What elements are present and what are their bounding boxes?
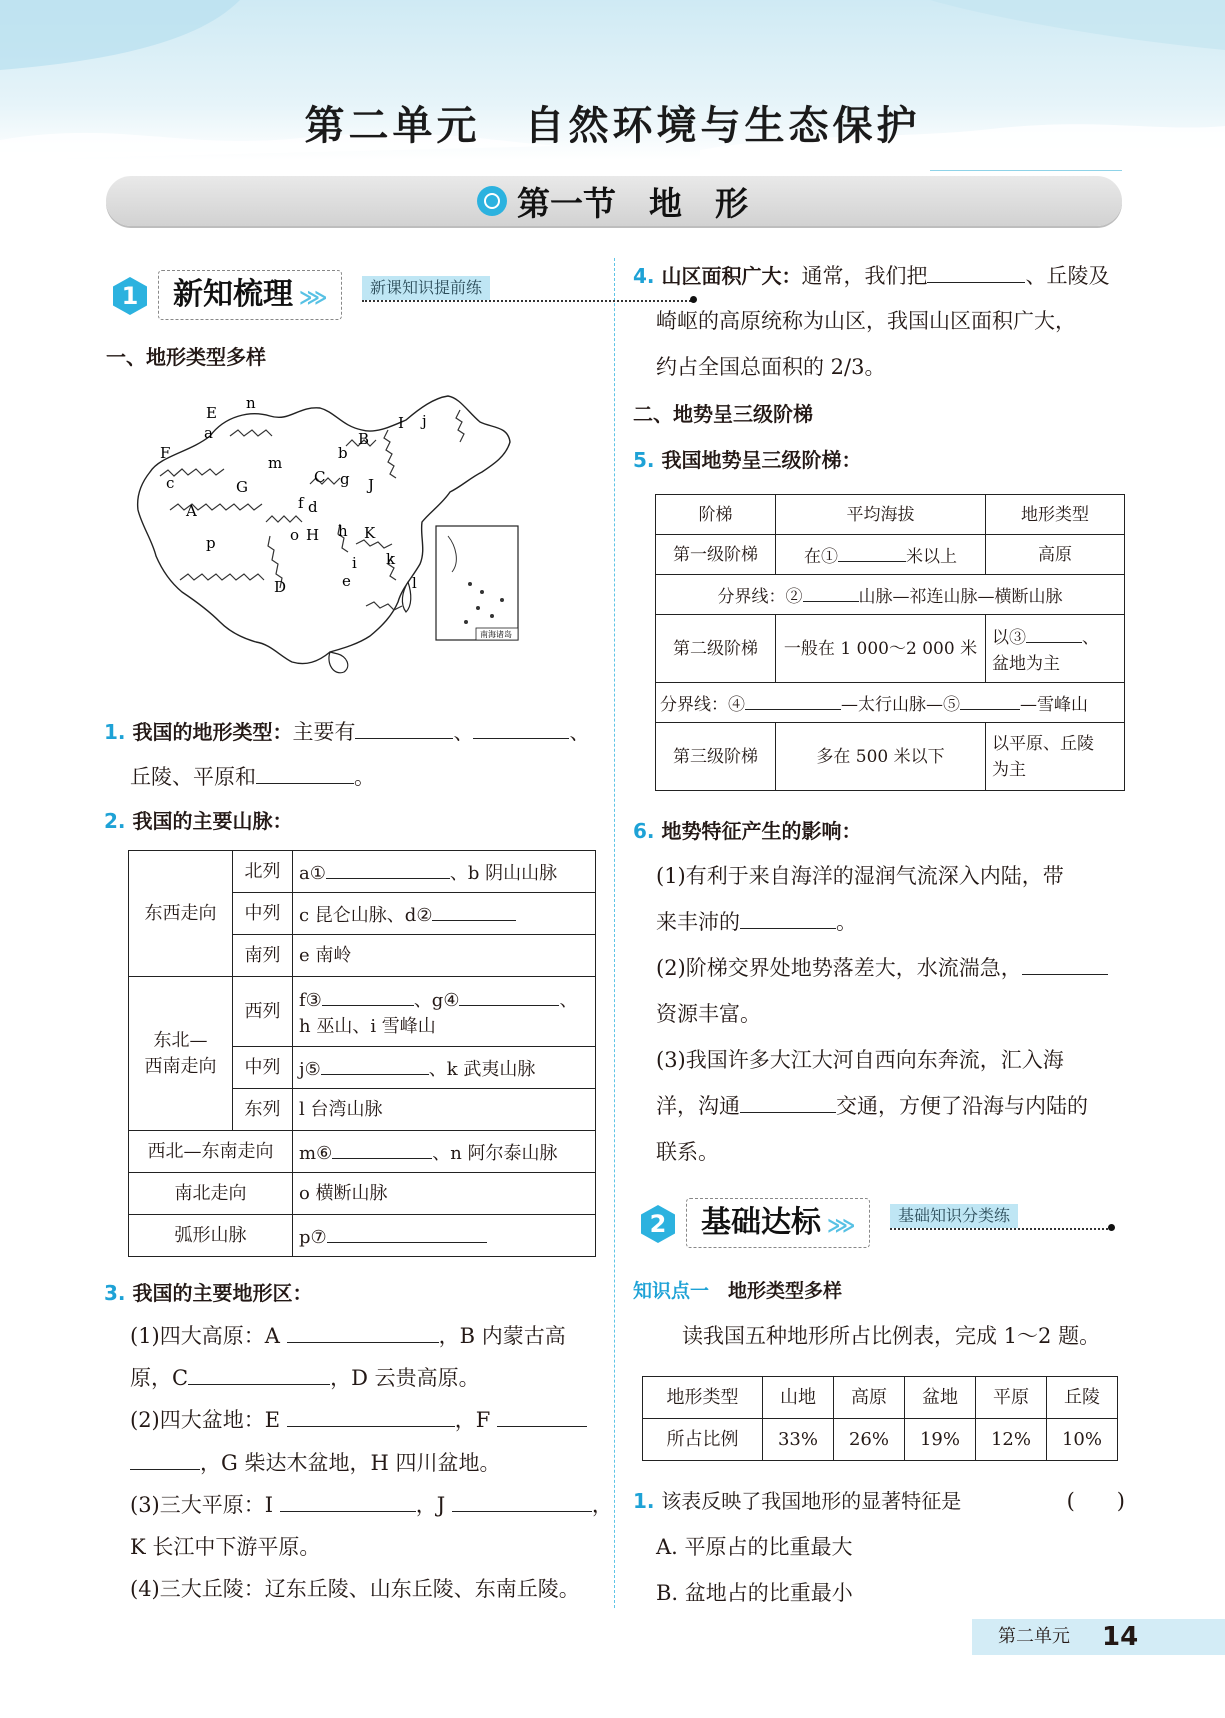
- knowledge-point: [633, 1276, 842, 1306]
- q6-blank-2[interactable]: [1022, 953, 1108, 975]
- section-deco-line: [930, 170, 1122, 171]
- q5-title: 我国地势呈三级阶梯：: [661, 448, 862, 472]
- ex1-option-a[interactable]: A. 平原占的比重最大: [656, 1535, 853, 1559]
- module-title-box: [158, 270, 342, 320]
- mt-row1: [293, 851, 596, 893]
- map-label-o: o: [290, 526, 300, 544]
- q1-line1: [104, 717, 589, 747]
- q4-line3: 约占全国总面积的 2/3。: [656, 355, 886, 379]
- mt-ne-sw: [129, 977, 233, 1131]
- ex1-stem-text: 该表反映了我国地形的显著特征是: [661, 1489, 962, 1513]
- mt-nw-se: 西北—东南走向: [129, 1131, 293, 1173]
- q3-blank-J[interactable]: [452, 1490, 592, 1512]
- map-label-n: n: [246, 394, 256, 412]
- q3-line4: [130, 1448, 500, 1478]
- heading-terrain-types: 一、地形类型多样: [106, 345, 266, 369]
- q1-line2: [130, 762, 375, 792]
- map-label-B: B: [358, 430, 370, 448]
- rt-r1: 33%: [763, 1419, 834, 1461]
- arrows-icon: ⋙: [827, 1213, 856, 1237]
- st-s3-alt: 多在 500 米以下: [776, 723, 986, 791]
- blank-3[interactable]: [322, 984, 414, 1006]
- q3-l5a: (3)三大平原：I: [130, 1493, 274, 1517]
- kp-title: 地形类型多样: [728, 1280, 843, 1302]
- st-s2t2: 、: [1082, 627, 1099, 648]
- q3-line7: (4)三大丘陵：辽东丘陵、山东丘陵、东南丘陵。: [130, 1577, 580, 1601]
- mt-r2a: c 昆仑山脉、d②: [299, 904, 433, 926]
- mt-row7: [293, 1131, 596, 1173]
- heading-three-steps: 二、地势呈三级阶梯: [633, 402, 813, 426]
- mt-r9: p⑦: [299, 1226, 327, 1248]
- inset-label: 南海诸岛: [480, 630, 512, 639]
- q3-l3b: ，F: [454, 1408, 491, 1432]
- map-label-e: e: [342, 572, 351, 590]
- st-s1a: 在①: [804, 546, 838, 567]
- steps-table: [655, 494, 1125, 791]
- st-s3: 第三级阶梯: [656, 723, 776, 791]
- map-label-H: H: [306, 526, 320, 544]
- q6-l2b: 。: [836, 910, 857, 934]
- rt-r2: 26%: [834, 1419, 905, 1461]
- q5-number: 5.: [633, 448, 655, 472]
- map-label-C: C: [314, 468, 326, 486]
- mt-r5b: 、k 武夷山脉: [428, 1058, 536, 1080]
- q3-l5b: ，J: [415, 1493, 446, 1517]
- q6-line7: 联系。: [656, 1140, 719, 1164]
- blank-5[interactable]: [321, 1053, 429, 1075]
- mt-r7b: 、n 阿尔泰山脉: [432, 1142, 558, 1164]
- st-s2t3: 盆地为主: [992, 653, 1060, 674]
- q1-blank-3[interactable]: [256, 762, 354, 784]
- module-number: 2: [649, 1210, 667, 1238]
- rt-h4: 平原: [976, 1377, 1047, 1419]
- module-title-box: [686, 1198, 870, 1248]
- q3-l1a: (1)四大高原：A: [130, 1324, 280, 1348]
- q6-blank-3[interactable]: [740, 1091, 836, 1113]
- q3-line2: [130, 1363, 480, 1393]
- q1-text-a: 主要有: [292, 720, 356, 744]
- mt-north: 北列: [233, 851, 293, 893]
- q1-sep1: 、: [453, 720, 474, 744]
- module-tag: 新课知识提前练: [362, 276, 490, 300]
- q6-line4: 资源丰富。: [656, 1002, 761, 1026]
- st-boundary-2: [656, 683, 1125, 723]
- q1-number: 1.: [104, 720, 126, 744]
- mt-south: 南列: [233, 935, 293, 977]
- map-label-E: E: [206, 404, 217, 422]
- map-label-I: I: [398, 414, 404, 432]
- q6-number: 6.: [633, 819, 655, 843]
- q2-heading: [104, 806, 292, 836]
- rt-r4: 12%: [976, 1419, 1047, 1461]
- clock-icon: [477, 186, 507, 216]
- q1-blank-2[interactable]: [473, 717, 569, 739]
- ex1-number: 1.: [633, 1489, 655, 1513]
- exercise-intro: 读我国五种地形所占比例表，完成 1～2 题。: [682, 1324, 1101, 1348]
- st-s3-type: [986, 723, 1125, 791]
- dot-end: [690, 296, 697, 303]
- st-blank-1[interactable]: [838, 540, 906, 562]
- st-s1-type: 高原: [986, 535, 1125, 575]
- q3-blank-F1[interactable]: [497, 1405, 587, 1427]
- ratio-table: [642, 1376, 1118, 1461]
- q3-blank-A[interactable]: [287, 1321, 439, 1343]
- q6-line3: [656, 953, 1108, 983]
- dotted-line: [362, 300, 694, 302]
- map-label-K: K: [364, 524, 376, 542]
- mt-row2: [293, 893, 596, 935]
- map-label-l: l: [412, 574, 417, 592]
- mt-r7a: m⑥: [299, 1142, 333, 1164]
- rt-r3: 19%: [905, 1419, 976, 1461]
- mt-r4a: f③: [299, 989, 322, 1011]
- q6-heading: [633, 816, 861, 846]
- q6-line2: [656, 907, 857, 937]
- q3-l1b: ，B 内蒙古高: [438, 1324, 566, 1348]
- mt-r4b: 、g④: [413, 989, 460, 1011]
- map-label-d: d: [308, 498, 318, 516]
- map-label-a: a: [204, 424, 213, 442]
- q3-l4: ，G 柴达木盆地，H 四川盆地。: [200, 1451, 501, 1475]
- q3-line1: [130, 1321, 566, 1351]
- map-label-G: G: [236, 478, 248, 496]
- mt-row6: l 台湾山脉: [293, 1089, 596, 1131]
- map-label-f: f: [298, 494, 304, 512]
- mt-r4c: 、: [559, 989, 578, 1011]
- column-divider: [614, 258, 615, 1608]
- st-blank-2[interactable]: [803, 580, 859, 602]
- st-s1-alt: [776, 535, 986, 575]
- map-label-b: b: [338, 444, 348, 462]
- mt-ns: 南北走向: [129, 1173, 293, 1215]
- q1-sep2: 、: [569, 720, 590, 744]
- q3-title: 我国的主要地形区：: [132, 1281, 313, 1305]
- map-label-F: F: [160, 444, 171, 462]
- st-boundary-1: [656, 575, 1125, 615]
- q1-text-b: 丘陵、平原和: [130, 765, 256, 789]
- st-h1: 阶梯: [656, 495, 776, 535]
- st-s1b: 米以上: [906, 546, 957, 567]
- st-s2-type: [986, 615, 1125, 683]
- q1-end: 。: [354, 765, 375, 789]
- module-heading-2: [638, 1198, 1118, 1250]
- map-label-g: g: [340, 470, 350, 488]
- mt-east: 东列: [233, 1089, 293, 1131]
- q6-blank-1[interactable]: [740, 907, 836, 929]
- q3-line5: [130, 1490, 613, 1520]
- q5-heading: [633, 445, 861, 475]
- q3-heading: [104, 1278, 312, 1308]
- unit-title: 第二单元 自然环境与生态保护: [304, 103, 921, 149]
- mt-r5a: j⑤: [299, 1058, 321, 1080]
- mt-west: 西列: [233, 977, 293, 1047]
- mt-r1a: a①: [299, 862, 326, 884]
- q4-number: 4.: [633, 264, 655, 288]
- mountain-table: [128, 850, 596, 1257]
- st-s3t1: 以平原、丘陵: [992, 733, 1094, 754]
- mt-row8: o 横断山脉: [293, 1173, 596, 1215]
- mt-east-west: 东西走向: [129, 851, 233, 977]
- q4-blank[interactable]: [927, 261, 1025, 283]
- q6-title: 地势特征产生的影响：: [661, 819, 862, 843]
- map-label-D: D: [274, 578, 287, 596]
- rt-h5: 丘陵: [1047, 1377, 1118, 1419]
- section-title-wrap: [0, 176, 1225, 226]
- q4-l1b: 、丘陵及: [1025, 264, 1110, 288]
- q6-l2a: 来丰沛的: [656, 910, 740, 934]
- q3-l2a: 原，C: [130, 1366, 189, 1390]
- map-label-A: A: [186, 502, 197, 520]
- q6-l3a: (2)阶梯交界处地势落差大，水流湍急，: [656, 956, 1022, 980]
- st-blank-3[interactable]: [1026, 621, 1082, 643]
- ex1-option-b[interactable]: B. 盆地占的比重最小: [656, 1581, 853, 1605]
- q3-blank-C[interactable]: [188, 1363, 330, 1385]
- module-number: 1: [121, 282, 139, 310]
- mt-ne-sw-2: 西南走向: [144, 1055, 217, 1077]
- st-blank-5[interactable]: [960, 688, 1020, 710]
- q3-l2b: ，D 云贵高原。: [330, 1366, 480, 1390]
- q3-line6: K 长江中下游平原。: [130, 1535, 321, 1559]
- q6-l6b: 交通，方便了沿海与内陆的: [836, 1094, 1088, 1118]
- map-label-J: J: [368, 476, 375, 494]
- q6-l6a: 洋，沟通: [656, 1094, 740, 1118]
- page-footer: [972, 1619, 1225, 1655]
- module-title: 基础达标: [701, 1205, 821, 1240]
- st-b2a: 分界线：④: [660, 694, 745, 715]
- arrows-icon: ⋙: [299, 285, 328, 309]
- map-label-h: h: [338, 522, 348, 540]
- hexagon-number-badge: [638, 1204, 678, 1244]
- map-label-c: c: [166, 474, 175, 492]
- rt-r5: 10%: [1047, 1419, 1118, 1461]
- kp-label: 知识点一: [633, 1280, 710, 1302]
- rt-h0: 地形类型: [643, 1377, 763, 1419]
- st-s2t1: 以③: [992, 627, 1026, 648]
- q6-line5: (3)我国许多大江大河自西向东奔流，汇入海: [656, 1048, 1064, 1072]
- mt-r4d: h 巫山、i 雪峰山: [299, 1015, 436, 1037]
- map-label-m: m: [268, 454, 283, 472]
- q3-number: 3.: [104, 1281, 126, 1305]
- dot-end: [1108, 1224, 1115, 1231]
- mt-row3: e 南岭: [293, 935, 596, 977]
- q4-line2: 崎岖的高原统称为山区，我国山区面积广大，: [656, 309, 1076, 333]
- map-label-j: j: [422, 412, 427, 430]
- st-s2-alt: 一般在 1 000～2 000 米: [776, 615, 986, 683]
- q6-line1: (1)有利于来自海洋的湿润气流深入内陆，带: [656, 864, 1064, 888]
- mt-r1b: 、b 阴山山脉: [449, 862, 558, 884]
- q4-title: 山区面积广大：: [661, 264, 802, 288]
- st-blank-4[interactable]: [745, 688, 841, 710]
- mt-row5: [293, 1047, 596, 1089]
- blank-6[interactable]: [332, 1137, 432, 1159]
- rt-h1: 山地: [763, 1377, 834, 1419]
- blank-2[interactable]: [432, 899, 516, 921]
- dotted-line: [890, 1228, 1108, 1230]
- blank-7[interactable]: [327, 1221, 487, 1243]
- st-s2: 第二级阶梯: [656, 615, 776, 683]
- q3-line3: [130, 1405, 587, 1435]
- q4-line1: [633, 261, 1109, 291]
- mt-ne-sw-1: 东北—: [153, 1029, 208, 1051]
- q3-blank-E[interactable]: [287, 1405, 455, 1427]
- ex1-stem: [633, 1486, 1125, 1516]
- map-label-i: i: [352, 554, 357, 572]
- rt-h2: 高原: [834, 1377, 905, 1419]
- st-b2b: —太行山脉—⑤: [841, 694, 960, 715]
- map-label-k: k: [386, 550, 396, 568]
- ex1-answer-paren[interactable]: ( ): [1066, 1489, 1125, 1513]
- rt-h3: 盆地: [905, 1377, 976, 1419]
- module-heading-1: [110, 270, 590, 322]
- q3-l5c: ，: [591, 1493, 613, 1517]
- st-h3: 地形类型: [986, 495, 1125, 535]
- q1-blank-1[interactable]: [355, 717, 453, 739]
- q2-number: 2.: [104, 809, 126, 833]
- st-h2: 平均海拔: [776, 495, 986, 535]
- blank-4[interactable]: [459, 984, 559, 1006]
- q3-l3a: (2)四大盆地：E: [130, 1408, 281, 1432]
- blank-1[interactable]: [326, 857, 450, 879]
- st-b1b: 山脉—祁连山脉—横断山脉: [858, 586, 1063, 607]
- st-s1: 第一级阶梯: [656, 535, 776, 575]
- q3-blank-F2[interactable]: [130, 1448, 200, 1470]
- hexagon-number-badge: [110, 276, 150, 316]
- mt-row9: [293, 1215, 596, 1257]
- page-number: 14: [1102, 1622, 1139, 1652]
- rt-r0: 所占比例: [643, 1419, 763, 1461]
- mt-middle-1: 中列: [233, 893, 293, 935]
- st-b1a: 分界线：②: [717, 586, 803, 607]
- module-tag: 基础知识分类练: [890, 1204, 1018, 1228]
- mt-row4: [293, 977, 596, 1047]
- module-title: 新知梳理: [173, 277, 293, 312]
- mt-arc: 弧形山脉: [129, 1215, 293, 1257]
- q3-blank-I[interactable]: [280, 1490, 416, 1512]
- q1-title: 我国的地形类型：: [132, 720, 293, 744]
- china-terrain-map: [130, 386, 576, 702]
- q4-l1a: 通常，我们把: [801, 264, 928, 288]
- q2-title: 我国的主要山脉：: [132, 809, 293, 833]
- q6-line6: [656, 1091, 1088, 1121]
- map-label-p: p: [206, 534, 216, 552]
- mt-middle-2: 中列: [233, 1047, 293, 1089]
- section-title: 第一节 地 形: [517, 183, 748, 223]
- st-s3t2: 为主: [992, 759, 1026, 780]
- footer-unit: 第二单元: [998, 1626, 1070, 1647]
- st-b2c: —雪峰山: [1020, 694, 1088, 715]
